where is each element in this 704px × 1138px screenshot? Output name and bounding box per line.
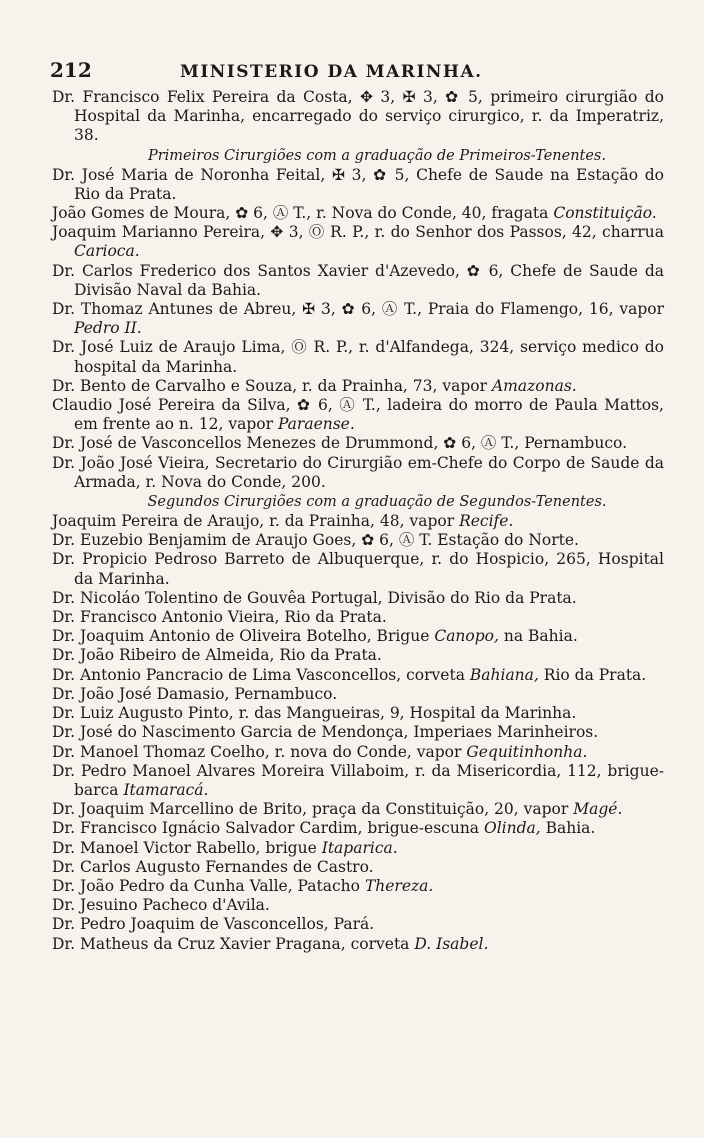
page-header [50, 58, 664, 88]
personnel-entry [50, 88, 664, 146]
personnel-entry [50, 627, 664, 646]
personnel-entry [50, 531, 664, 550]
vessel-name: D. Isabel. [414, 934, 489, 953]
personnel-entry [50, 223, 664, 261]
personnel-entry [50, 819, 664, 838]
vessel-name: Canopo, [434, 627, 499, 646]
vessel-name: Paraense. [277, 415, 355, 434]
entry-text: Dr. Joaquim Marcellino de Brito, praça da Constituição, 20, vapor [52, 800, 569, 819]
entry-text: Dr. Pedro Joaquim de Vasconcellos, Pará. [52, 915, 375, 934]
vessel-name: Bahiana, [469, 665, 539, 684]
personnel-entry [50, 896, 664, 915]
personnel-entry [50, 608, 664, 627]
vessel-name: Constituição. [553, 204, 657, 223]
entry-text: Dr. José Maria de Noronha Feital, ✠ 3, ✿ 5, Chefe de Saude na Estação do Rio da Prata. [52, 165, 664, 203]
vessel-name: Gequitinhonha. [466, 742, 588, 761]
entry-location: Bahia. [540, 819, 596, 838]
entry-text: Dr. José Luiz de Araujo Lima, Ⓞ R. P., r. d'Alfandega, 324, serviço medico do hospital da Marinha. [52, 338, 664, 376]
entry-text: Dr. Nicoláo Tolentino de Gouvêa Portugal, Divisão do Rio da Prata. [52, 588, 577, 607]
personnel-entry [50, 839, 664, 858]
entry-list [50, 88, 664, 954]
entry-location: Rio da Prata. [538, 665, 647, 684]
personnel-entry [50, 723, 664, 742]
vessel-name: Itaparica. [321, 838, 398, 857]
personnel-entry [50, 666, 664, 685]
entry-text: Dr. José de Vasconcellos Menezes de Drummond, ✿ 6, Ⓐ T., Pernambuco. [52, 434, 628, 453]
personnel-entry [50, 589, 664, 608]
personnel-entry [50, 800, 664, 819]
entry-text: Dr. Antonio Pancracio de Lima Vasconcellos, corveta [52, 665, 465, 684]
vessel-name: Itamaracá. [123, 780, 209, 799]
vessel-name: Olinda, [483, 819, 541, 838]
entry-text: Dr. João José Damasio, Pernambuco. [52, 684, 338, 703]
section-heading: Segundos Cirurgiões com a graduação de Segundos-Tenentes. [147, 494, 607, 511]
entry-text: João Gomes de Moura, ✿ 6, Ⓐ T., r. Nova do Conde, 40, fragata [52, 204, 549, 223]
entry-text: Joaquim Marianno Pereira, ✥ 3, Ⓞ R. P., r. do Senhor dos Passos, 42, charrua [52, 223, 664, 242]
vessel-name: Recife. [459, 512, 514, 531]
personnel-entry [50, 377, 664, 396]
personnel-entry [50, 704, 664, 723]
entry-text: Dr. Manoel Victor Rabello, brigue [52, 838, 317, 857]
entry-text: Dr. Carlos Augusto Fernandes de Castro. [52, 857, 374, 876]
personnel-entry [50, 166, 664, 204]
vessel-name: Amazonas. [491, 376, 577, 395]
entry-text: Dr. Thomaz Antunes de Abreu, ✠ 3, ✿ 6, Ⓐ T., Praia do Flamengo, 16, vapor [52, 300, 664, 319]
running-title: MINISTERIO DA MARINHA. [180, 62, 483, 82]
vessel-name: Magé. [573, 800, 623, 819]
personnel-entry [50, 762, 664, 800]
personnel-entry [50, 262, 664, 300]
entry-text: Dr. Jesuino Pacheco d'Avila. [52, 896, 270, 915]
entry-text: Dr. Joaquim Antonio de Oliveira Botelho, Brigue [52, 627, 430, 646]
vessel-name: Carioca. [74, 242, 140, 261]
entry-location: na Bahia. [498, 627, 578, 646]
vessel-name: Thereza. [364, 876, 434, 895]
personnel-entry [50, 300, 664, 338]
entry-text: Dr. Francisco Antonio Vieira, Rio da Prata. [52, 608, 387, 627]
entry-text: Dr. Matheus da Cruz Xavier Pragana, corveta [52, 934, 410, 953]
entry-text: Claudio José Pereira da Silva, ✿ 6, Ⓐ T., ladeira do morro de Paula Mattos, em frente ao n. 12, vapor [52, 396, 664, 434]
entry-text: Dr. Manoel Thomaz Coelho, r. nova do Conde, vapor [52, 742, 462, 761]
personnel-entry [50, 204, 664, 223]
entry-text: Dr. João Ribeiro de Almeida, Rio da Prata. [52, 646, 382, 665]
entry-text: Joaquim Pereira de Araujo, r. da Prainha, 48, vapor [52, 512, 455, 531]
personnel-entry [50, 512, 664, 531]
entry-text: Dr. Carlos Frederico dos Santos Xavier d'Azevedo, ✿ 6, Chefe de Saude da Divisão Naval da Bahia. [52, 261, 664, 299]
entry-text: Dr. Euzebio Benjamim de Araujo Goes, ✿ 6, Ⓐ T. Estação do Norte. [52, 531, 579, 550]
entry-text: Dr. Luiz Augusto Pinto, r. das Mangueiras, 9, Hospital da Marinha. [52, 704, 577, 723]
entry-text: Dr. Propicio Pedroso Barreto de Albuquerque, r. do Hospicio, 265, Hospital da Marinha. [52, 550, 664, 588]
personnel-entry [50, 935, 664, 954]
personnel-entry [50, 338, 664, 376]
personnel-entry [50, 396, 664, 434]
personnel-entry [50, 858, 664, 877]
entry-text: Dr. João José Vieira, Secretario do Cirurgião em-Chefe do Corpo de Saude da Armada, r. Nova do Conde, 200. [52, 453, 664, 491]
entry-text: Dr. Francisco Felix Pereira da Costa, ✥ 3, ✠ 3, ✿ 5, primeiro cirurgião do Hospital da Marinha, encarregado do serviço cirurgico, r. da Imperatriz, 38. [52, 88, 664, 145]
personnel-entry [50, 550, 664, 588]
entry-text: Dr. José do Nascimento Garcia de Mendonça, Imperiaes Marinheiros. [52, 723, 599, 742]
personnel-entry [50, 915, 664, 934]
page-number: 212 [50, 58, 92, 82]
personnel-entry [50, 685, 664, 704]
personnel-entry [50, 646, 664, 665]
personnel-entry [50, 434, 664, 453]
entry-text: Dr. Pedro Manoel Alvares Moreira Villaboim, r. da Misericordia, 112, brigue-barca [52, 761, 664, 799]
entry-text: Dr. Francisco Ignácio Salvador Cardim, brigue-escuna [52, 819, 480, 838]
personnel-entry [50, 743, 664, 762]
vessel-name: Pedro II. [74, 319, 142, 338]
entry-text: Dr. Bento de Carvalho e Souza, r. da Prainha, 73, vapor [52, 376, 488, 395]
personnel-entry [50, 877, 664, 896]
entry-text: Dr. João Pedro da Cunha Valle, Patacho [52, 876, 360, 895]
section-heading: Primeiros Cirurgiões com a graduação de Primeiros-Tenentes. [147, 147, 606, 164]
personnel-entry [50, 454, 664, 492]
